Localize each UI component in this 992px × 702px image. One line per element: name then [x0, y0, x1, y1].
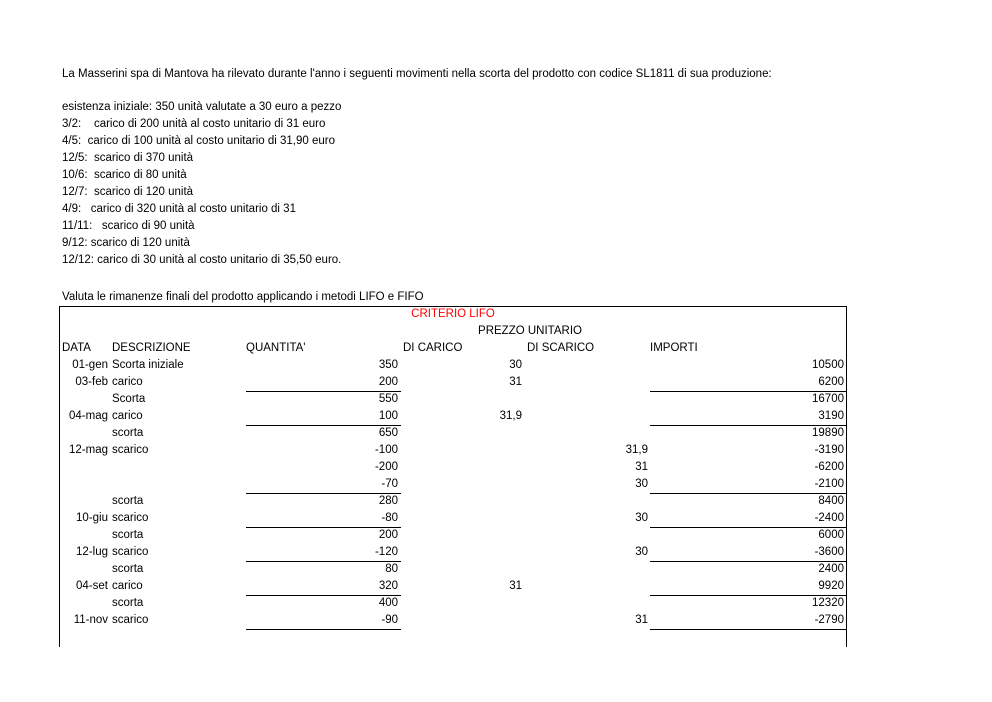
cell-importo: -2400	[814, 512, 844, 524]
intro-text: La Masserini spa di Mantova ha rilevato durante l'anno i seguenti movimenti nella scorta del prodotto con codice SL1811 di sua produzione:	[62, 68, 772, 80]
cell-importo: 16700	[812, 393, 844, 405]
header-di-carico: DI CARICO	[403, 342, 463, 354]
cell-prezzo-scarico: 30	[635, 512, 648, 524]
cell-quantita: 550	[378, 393, 398, 405]
cell-descrizione: carico	[112, 376, 143, 388]
header-di-scarico: DI SCARICO	[527, 342, 595, 354]
movement-item: 11/11: scarico di 90 unità	[62, 220, 195, 232]
cell-importo: 12320	[812, 597, 844, 609]
movement-item: 3/2: carico di 200 unità al costo unitario di 31 euro	[62, 118, 326, 130]
cell-quantita: -90	[381, 614, 398, 626]
cell-descrizione: scarico	[112, 444, 149, 456]
movement-item: 12/7: scarico di 120 unità	[62, 186, 194, 198]
cell-quantita: -120	[374, 546, 398, 558]
cell-importo: -2790	[814, 614, 844, 626]
cell-quantita: 650	[378, 427, 398, 439]
cell-prezzo-scarico: 31,9	[625, 444, 648, 456]
group-header-prezzo-unitario: PREZZO UNITARIO	[478, 325, 582, 337]
cell-descrizione: scorta	[112, 495, 144, 507]
cell-data: 01-gen	[72, 359, 108, 371]
cell-importo: -6200	[814, 461, 844, 473]
cell-importo: -2100	[814, 478, 844, 490]
cell-prezzo-carico: 31	[509, 376, 522, 388]
cell-importo: 6000	[818, 529, 844, 541]
cell-descrizione: scorta	[112, 597, 144, 609]
header-descrizione: DESCRIZIONE	[112, 342, 191, 354]
cell-descrizione: scorta	[112, 563, 144, 575]
cell-prezzo-scarico: 31	[635, 461, 648, 473]
movement-item: 4/5: carico di 100 unità al costo unitario di 31,90 euro	[62, 135, 335, 147]
cell-prezzo-carico: 31	[509, 580, 522, 592]
cell-prezzo-carico: 30	[509, 359, 522, 371]
cell-data: 12-lug	[76, 546, 108, 558]
underline	[246, 629, 401, 630]
cell-quantita: 400	[378, 597, 398, 609]
cell-importo: 2400	[818, 563, 844, 575]
cell-quantita: -200	[374, 461, 398, 473]
cell-descrizione: scarico	[112, 614, 149, 626]
cell-importo: 8400	[818, 495, 844, 507]
table-title: CRITERIO LIFO	[411, 308, 495, 320]
cell-data: 11-nov	[73, 614, 108, 626]
task-text: Valuta le rimanenze finali del prodotto applicando i metodi LIFO e FIFO	[62, 291, 424, 303]
cell-data: 04-set	[76, 580, 108, 592]
cell-prezzo-carico: 31,9	[499, 410, 522, 422]
cell-quantita: 80	[385, 563, 398, 575]
header-importi: IMPORTI	[650, 342, 698, 354]
cell-importo: -3190	[814, 444, 844, 456]
cell-descrizione: carico	[112, 410, 143, 422]
cell-importo: -3600	[814, 546, 844, 558]
cell-quantita: 100	[378, 410, 398, 422]
cell-data: 03-feb	[75, 376, 108, 388]
cell-quantita: -70	[381, 478, 398, 490]
cell-prezzo-scarico: 30	[635, 546, 648, 558]
cell-descrizione: Scorta iniziale	[112, 359, 184, 371]
cell-importo: 6200	[818, 376, 844, 388]
cell-data: 04-mag	[69, 410, 108, 422]
movement-item: 9/12: scarico di 120 unità	[62, 237, 190, 249]
cell-descrizione: scarico	[112, 546, 149, 558]
cell-descrizione: carico	[112, 580, 143, 592]
lifo-table	[59, 306, 847, 647]
header-data: DATA	[62, 342, 91, 354]
cell-quantita: -80	[381, 512, 398, 524]
cell-importo: 10500	[812, 359, 844, 371]
cell-data: 10-giu	[76, 512, 108, 524]
movement-item: 12/12: carico di 30 unità al costo unitario di 35,50 euro.	[62, 254, 342, 266]
movement-item: 4/9: carico di 320 unità al costo unitario di 31	[62, 203, 296, 215]
movement-item: esistenza iniziale: 350 unità valutate a 30 euro a pezzo	[62, 101, 342, 113]
cell-quantita: 320	[378, 580, 398, 592]
cell-importo: 9920	[818, 580, 844, 592]
cell-quantita: 280	[378, 495, 398, 507]
movement-item: 12/5: scarico di 370 unità	[62, 152, 194, 164]
cell-descrizione: scarico	[112, 512, 149, 524]
cell-prezzo-scarico: 30	[635, 478, 648, 490]
cell-importo: 19890	[812, 427, 844, 439]
cell-quantita: 350	[378, 359, 398, 371]
cell-importo: 3190	[818, 410, 844, 422]
cell-prezzo-scarico: 31	[635, 614, 648, 626]
cell-descrizione: Scorta	[112, 393, 146, 405]
cell-quantita: 200	[378, 529, 398, 541]
cell-descrizione: scorta	[112, 427, 144, 439]
underline	[650, 629, 846, 630]
cell-descrizione: scorta	[112, 529, 144, 541]
cell-quantita: -100	[374, 444, 398, 456]
header-quantita: QUANTITA'	[246, 342, 306, 354]
movement-item: 10/6: scarico di 80 unità	[62, 169, 187, 181]
cell-quantita: 200	[378, 376, 398, 388]
cell-data: 12-mag	[69, 444, 108, 456]
